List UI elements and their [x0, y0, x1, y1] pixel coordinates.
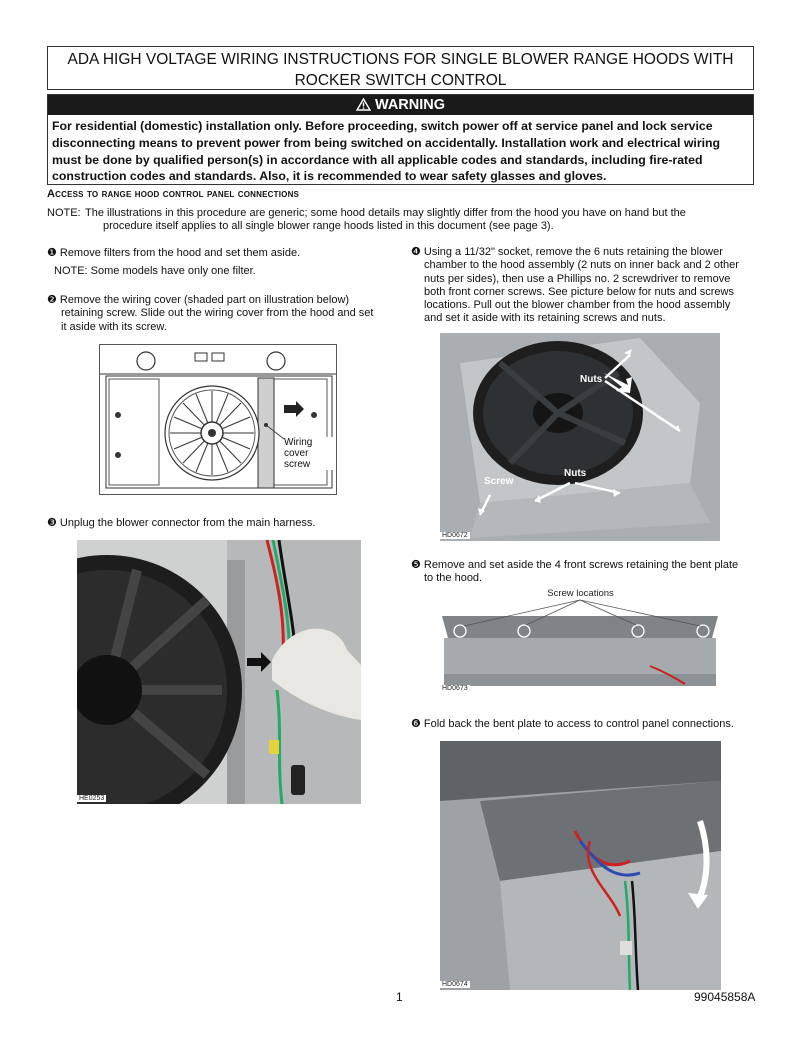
nuts-photo-drawing [440, 333, 720, 541]
step-1 [47, 247, 300, 260]
step-6-text: Fold back the bent plate to access to control panel connections. [423, 718, 734, 730]
document-title [47, 46, 754, 90]
blower-photo-code: HE0253 [79, 795, 105, 802]
warning-line-3: must be done by qualified person(s) in accordance with all applicable codes and standards, including fire-rated [52, 152, 703, 167]
step-4 [411, 246, 757, 326]
document-code: 99045858A [694, 990, 756, 1004]
screw-locations-caption: Screw locations [547, 588, 614, 599]
step-6-marker: ❻ [411, 718, 421, 730]
step-2-marker: ❷ [47, 294, 57, 306]
step-4-line-6: and set it aside with its retaining screws and nuts. [424, 312, 666, 325]
note-line-2: procedure itself applies to all single blower range hoods listed in this document (see page 3). [103, 220, 554, 232]
warning-heading: WARNING [374, 97, 446, 113]
plate-photo-drawing [440, 588, 721, 694]
step-2-line-2: retaining screw. Slide out the wiring cover from the hood and set [61, 307, 374, 320]
panel-photo-code: HD0674 [442, 981, 468, 988]
note-label: NOTE: [47, 207, 81, 219]
plate-screws-photo [440, 588, 721, 694]
step-4-line-5: locations. Pull out the blower chamber from the hood assembly [424, 299, 731, 312]
title-line-2: ROCKER SWITCH CONTROL [294, 72, 507, 89]
warning-line-1: For residential (domestic) installation only. Before proceeding, switch power off at service panel and lock service [52, 119, 713, 133]
step-5-line-1: Remove and set aside the 4 front screws retaining the bent plate [423, 559, 739, 571]
step-6 [411, 718, 734, 731]
step-5-marker: ❺ [411, 559, 421, 571]
blower-connector-photo [77, 540, 361, 804]
control-panel-photo [440, 741, 721, 990]
step-5 [411, 559, 757, 586]
step-3-text: Unplug the blower connector from the main harness. [59, 517, 316, 529]
warning-header [48, 95, 753, 115]
note-line-1: The illustrations in this procedure are generic; some hood details may slightly differ from the hood you have on hand but the [85, 207, 686, 219]
step-4-line-3: nuts per sides), then use a Phillips no. 2 screwdriver to remove [424, 272, 731, 285]
wiring-cover-diagram [99, 344, 337, 495]
step-2 [47, 294, 397, 334]
screw-label: Screw [484, 476, 514, 487]
nuts-bottom-label: Nuts [564, 468, 587, 479]
wiring-cover-drawing [100, 345, 337, 495]
step-4-line-1: Using a 11/32" socket, remove the 6 nuts retaining the blower [423, 246, 723, 258]
step-1-note: NOTE: Some models have only one filter. [54, 265, 256, 277]
step-2-line-1: Remove the wiring cover (shaded part on illustration below) [59, 294, 350, 306]
blower-photo-drawing [77, 540, 361, 804]
warning-line-2: disconnecting means to prevent power from being switched on accidentally. Installation work and electrical wiring [52, 135, 721, 150]
callout-line-2: screw [284, 459, 311, 470]
callout-line-1: Wiring cover [284, 437, 313, 459]
warning-text [48, 115, 753, 185]
nuts-top-label: Nuts [580, 374, 603, 385]
panel-photo-drawing [440, 741, 721, 990]
step-2-line-3: it aside with its screw. [61, 320, 167, 333]
wiring-cover-callout [284, 437, 336, 470]
warning-box [47, 94, 754, 185]
warning-line-4: construction codes and standards. Also, it is recommended to wear safety glasses and gloves. [52, 169, 607, 184]
nuts-screws-photo [440, 333, 720, 541]
step-4-line-4: both front corner screws. See picture below for nuts and screws [424, 285, 734, 298]
step-1-text: Remove filters from the hood and set them aside. [59, 247, 301, 259]
step-3 [47, 517, 315, 530]
plate-photo-code: HD0673 [442, 685, 468, 692]
section-heading: Access to range hood control panel connections [47, 188, 300, 200]
step-1-marker: ❶ [47, 247, 57, 259]
step-3-marker: ❸ [47, 517, 57, 529]
nuts-photo-code: HD0672 [442, 532, 468, 539]
title-line-1: ADA HIGH VOLTAGE WIRING INSTRUCTIONS FOR SINGLE BLOWER RANGE HOODS WITH [67, 51, 734, 68]
warning-triangle-icon [356, 97, 371, 117]
step-5-line-2: to the hood. [424, 572, 483, 585]
page-number: 1 [396, 990, 403, 1004]
step-4-line-2: chamber to the hood assembly (2 nuts on inner back and 2 other [424, 259, 739, 272]
step-4-marker: ❹ [411, 246, 421, 258]
general-note [47, 207, 757, 233]
